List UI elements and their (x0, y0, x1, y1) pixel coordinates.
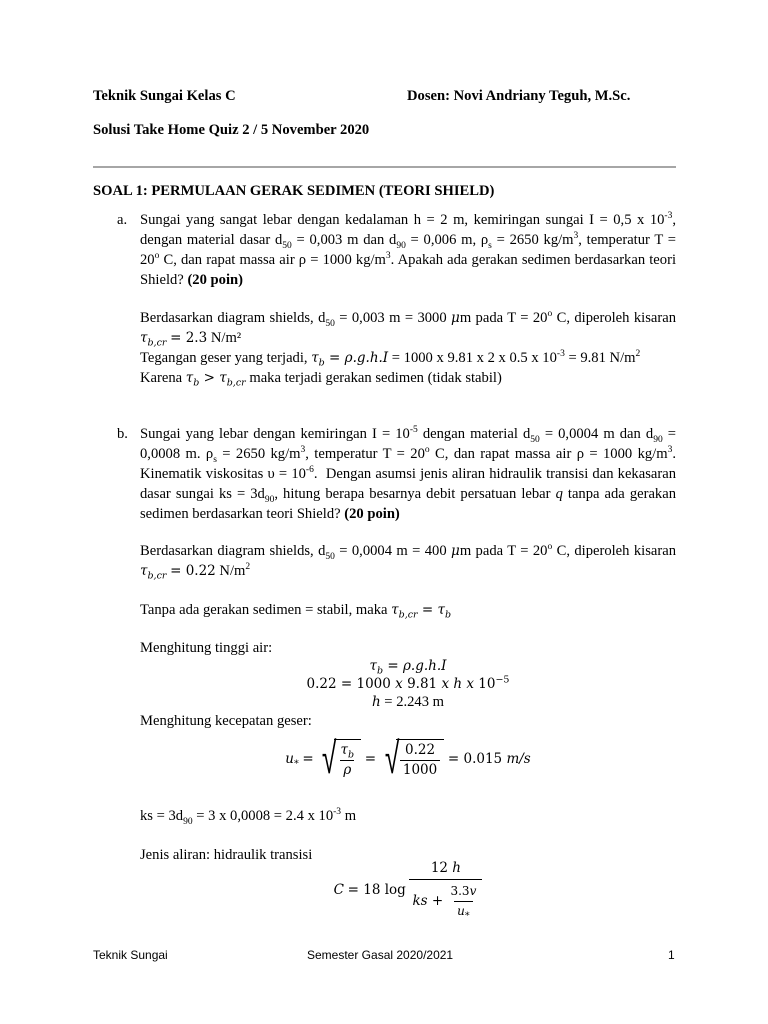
page-number: 1 (668, 948, 675, 962)
eq-depth-result: h = 2.243 m (371, 694, 445, 710)
footer-semester: Semester Gasal 2020/2021 (307, 948, 454, 962)
eq-shear-velocity: $u_*$ = √ $\frac{\tau_b}{\rho}$ = √ $\frac{0.22}{1000}$ = 0.015 m/s (285, 733, 531, 784)
eq-chezy: C = 18 log 12 h ks + $\frac{3.3v}{u_*}$ (140, 862, 676, 918)
depth-value: 2.243 m (396, 694, 445, 710)
part-a-question: Sungai yang sangat lebar dengan kedalaman h = 2 m, kemiringan sungai I = 0,5 x $10^{-3}$, dengan material dasar $d_{50} = 0,003$ m dan $d_{90} = 0,006$ m, $\rho_s = 2650$ $kg/m^3$, temperatur $T = 20^o$ C, dan rapat massa air ρ = 1000 $kg/m^3$. Apakah ada gerakan sedimen berdasarkan teori Shield? (20 poin) (140, 211, 676, 288)
footer-course: Teknik Sungai (93, 948, 168, 962)
roughness-line: ks = $3d_{90} = 3$ x 0,0008 = 2.4 x $10^{-3}$ m (140, 807, 357, 827)
horizontal-divider (93, 166, 676, 168)
part-a-tau-cr: 2.3 (185, 330, 208, 346)
eq-depth-substitution: 0.22 = 1000 x 9.81 x h x $10^{-5}$ (306, 674, 510, 692)
part-b-stable: Tanpa ada gerakan sedimen = stabil, maka $\tau_{b,cr} = \tau_b$ (140, 602, 452, 621)
lecturer-name: Dosen: Novi Andriany Teguh, M.Sc. (407, 88, 631, 104)
water-depth-heading: Menghitung tinggi air: (140, 640, 273, 656)
section-title: SOAL 1: PERMULAAN GERAK SEDIMEN (TEORI SHIELD) (93, 183, 495, 199)
part-b-question: Sungai yang lebar dengan kemiringan $I = 10^{-5}$ dengan material $d_{50} = 0,0004$ m dan $d_{90} = 0,0008$ m. $\rho_s = 2650$ $kg/m^3$, temperatur $T = 20^o$ C, dan rapat massa air ρ = 1000 $kg/m^3$. Kinematik viskositas $\upsilon = 10^{-6}$. Dengan asumsi jenis aliran hidraulik transisi dan kekasaran dasar sungai ks = $3d_{90}$, hitung berapa besarnya debit persatuan lebar q tanpa ada gerakan sedimen berdasarkan teori Shield? (20 poin) (140, 425, 677, 522)
part-b-tau-cr: 0.22 (185, 563, 216, 579)
flow-type: Jenis aliran: hidraulik transisi (140, 847, 313, 863)
shear-velocity-value: 0.015 (463, 750, 503, 767)
course-title: Teknik Sungai Kelas C (93, 88, 236, 104)
shear-velocity-heading: Menghitung kecepatan geser: (140, 713, 312, 729)
part-b-label: b. (117, 426, 128, 442)
document-subtitle: Solusi Take Home Quiz 2 / 5 November 2020 (93, 122, 370, 138)
part-a-shear-stress: Tegangan geser yang terjadi, $\tau_b = \rho.g.h.I = 1000$ x 9.81 x 2 x 0.5 x $10^{-3} = 9.81$ $N/m^2$ (140, 349, 641, 369)
part-a-points: (20 poin) (187, 272, 243, 288)
part-a-answer: Berdasarkan diagram shields, $d_{50} = 0,003$ m = 3000 μm pada $T = 20^o$ C, diperoleh kisaran $\tau_{b,cr} = 2.3$ N/m² (140, 309, 676, 349)
part-a-label: a. (117, 212, 128, 228)
part-b-answer: Berdasarkan diagram shields, $d_{50} = 0,0004$ m = 400 μm pada $T = 20^o$ C, diperoleh kisaran $\tau_{b,cr} = 0.22$ $N/m^2$ (140, 542, 676, 582)
part-b-points: (20 poin) (344, 506, 400, 522)
eq-tau-b: $\tau_b = \rho.g.h.I$ (369, 658, 447, 677)
part-a-conclusion: Karena $\tau_b > \tau_{b,cr}$ maka terjadi gerakan sedimen (tidak stabil) (140, 370, 502, 389)
